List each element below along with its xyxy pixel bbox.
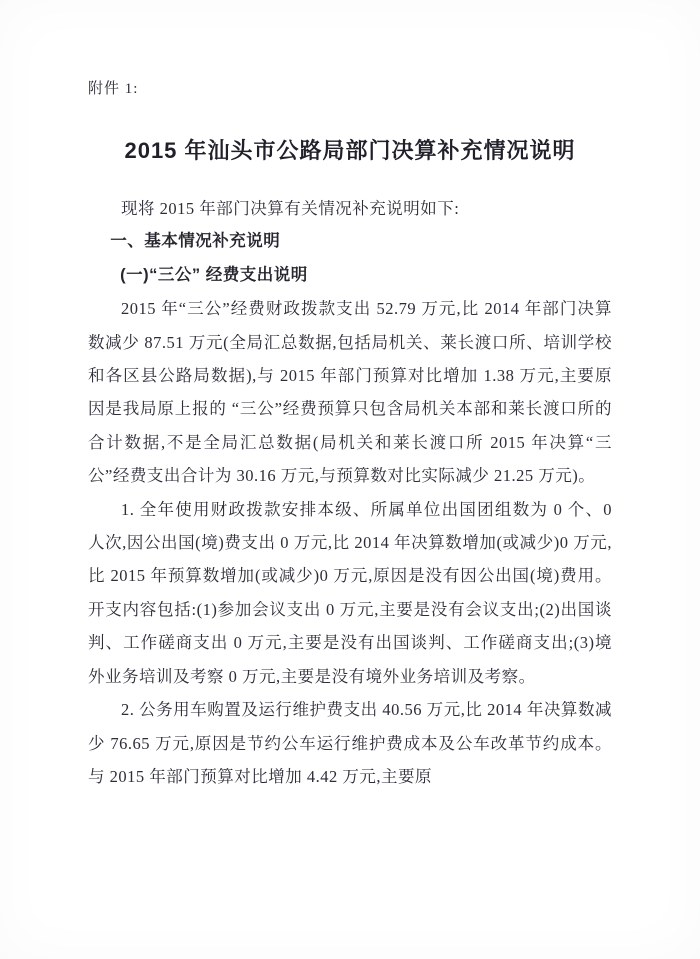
subsection-heading-sangong-expense: (一)“三公” 经费支出说明 [120, 265, 308, 284]
section-heading-basic-info: 一、基本情况补充说明 [110, 232, 281, 251]
intro-paragraph: 现将 2015 年部门决算有关情况补充说明如下: [121, 199, 460, 218]
paragraph-official-vehicle-expense: 2. 公务用车购置及运行维护费支出 40.56 万元,比 2014 年决算数减少 76.65 万元,原因是节约公车运行维护费成本及公车改革节约成本。与 2015 年部门预算对比增加 4.42 万元,主要原 [88, 700, 612, 786]
attachment-label: 附件 1: [88, 81, 139, 97]
paragraph-overseas-trip-expense: 1. 全年使用财政拨款安排本级、所属单位出国团组数为 0 个、0 人次,因公出国(境)费支出 0 万元,比 2014 年决算数增加(或减少)0 万元,比 2015 年预算数增加(或减少)0 万元,原因是没有因公出国(境)费用。开支内容包括:(1)参加会议支出 0 万元,主要是没有会议支出;(2)出国谈判、工作磋商支出 0 万元,主要是没有出国谈判、工作磋商支出;(3)境外业务培训及考察 0 万元,主要是没有境外业务培训及考察。 [88, 499, 612, 686]
document-title: 2015 年汕头市公路局部门决算补充情况说明 [124, 138, 576, 163]
paragraph-sangong-summary: 2015 年“三公”经费财政拨款支出 52.79 万元,比 2014 年部门决算数减少 87.51 万元(全局汇总数据,包括局机关、莱长渡口所、培训学校和各区县公路局数据),与 2015 年部门预算对比增加 1.38 万元,主要原因是我局原上报的 “三公”经费预算只包含局机关本部和莱长渡口所的合计数据,不是全局汇总数据(局机关和莱长渡口所 2015 年决算“三公”经费支出合计为 30.16 万元,与预算数对比实际减少 21.25 万元)。 [88, 299, 612, 486]
